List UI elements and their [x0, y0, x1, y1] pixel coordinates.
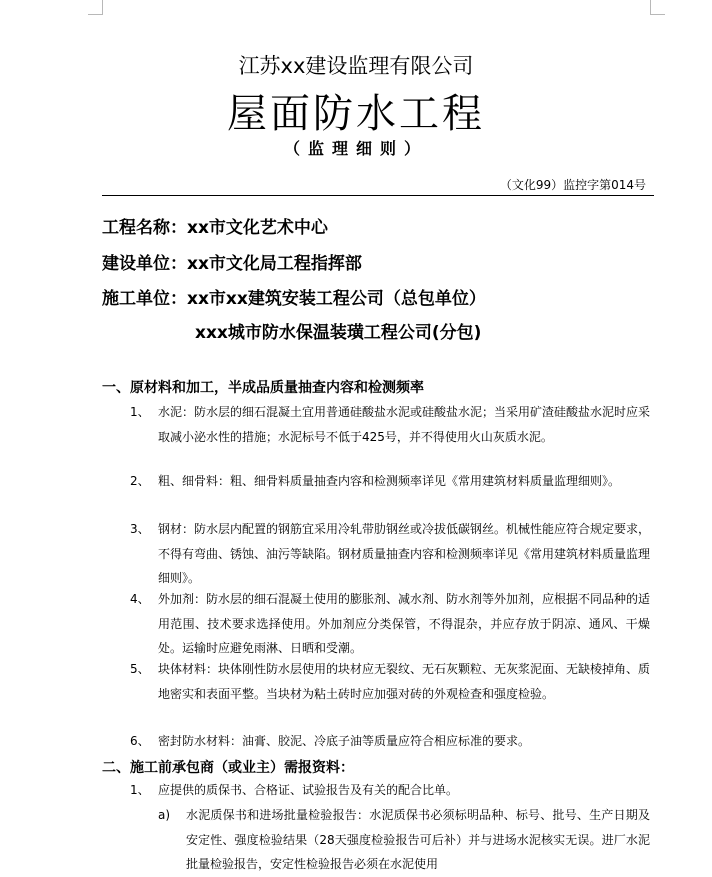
sub-list-item-letter: a) — [158, 808, 171, 822]
contractor-row — [102, 284, 486, 309]
list-item-number: 4、 — [130, 592, 150, 606]
list-item — [130, 469, 650, 494]
project-name-label: 工程名称： — [102, 218, 187, 238]
section-heading: 二、施工前承包商（或业主）需报资料： — [102, 760, 354, 776]
list-item-text: 粗、细骨料：粗、细骨料质量抽查内容和检测频率详见《常用建筑材料质量监理细则》。 — [158, 474, 621, 488]
sub-list-item — [158, 803, 650, 877]
page-corner-mark-right — [650, 0, 665, 15]
list-item — [130, 657, 650, 706]
list-item-number: 3、 — [130, 522, 150, 536]
list-item-text: 应提供的质保书、合格证、试验报告及有关的配合比单。 — [158, 783, 459, 797]
list-item — [130, 729, 650, 754]
list-item — [130, 587, 650, 661]
list-item-number: 1、 — [130, 405, 150, 419]
client-row — [102, 249, 362, 274]
document-subtitle: （监理细则） — [283, 139, 428, 158]
project-name-value: xx市文化艺术中心 — [187, 218, 328, 238]
list-item — [130, 778, 650, 803]
sub-list-item-text: 水泥质保书和进场批量检验报告：水泥质保书必须标明品种、标号、批号、生产日期及安定性、强度检验结果（28天强度检验报告可后补）并与进场水泥核实无误。进厂水泥批量检验报告，安定性检验报告必须在水泥使用 — [186, 808, 650, 871]
list-item-text: 块体材料：块体刚性防水层使用的块材应无裂纹、无石灰颗粒、无灰浆泥面、无缺棱掉角、质地密实和表面平整。当块材为粘土砖时应加强对砖的外观检查和强度检验。 — [158, 662, 651, 701]
list-item-text: 水泥：防水层的细石混凝土宜用普通硅酸盐水泥或硅酸盐水泥；当采用矿渣硅酸盐水泥时应采取减小泌水性的措施；水泥标号不低于425号，并不得使用火山灰质水泥。 — [158, 405, 651, 444]
list-item-text: 钢材：防水层内配置的钢筋宜采用冷轧带肋钢丝或冷拔低碳钢丝。机械性能应符合规定要求，不得有弯曲、锈蚀、油污等缺陷。钢材质量抽查内容和检测频率详见《常用建筑材料质量监理细则》。 — [158, 522, 651, 585]
project-name-row — [102, 213, 328, 238]
subcontractor-value: xxx城市防水保温装璜工程公司(分包) — [195, 323, 482, 343]
client-value: xx市文化局工程指挥部 — [187, 254, 362, 274]
document-number: （文化99）监控字第014号 — [499, 178, 646, 192]
list-item-number: 6、 — [130, 734, 150, 748]
contractor-label: 施工单位： — [102, 289, 187, 309]
header-divider — [102, 195, 654, 196]
company-name: 江苏xx建设监理有限公司 — [238, 54, 474, 78]
page-corner-mark-left — [88, 0, 103, 15]
list-item — [130, 400, 650, 449]
list-item — [130, 517, 650, 591]
list-item-number: 5、 — [130, 662, 150, 676]
contractor-value: xx市xx建筑安装工程公司（总包单位） — [187, 289, 486, 309]
section-heading: 一、原材料和加工，半成品质量抽查内容和检测频率 — [102, 380, 424, 396]
list-item-text: 外加剂：防水层的细石混凝土使用的膨胀剂、减水剂、防水剂等外加剂，应根据不同品种的适用范围、技术要求选择使用。外加剂应分类保管，不得混杂，并应存放于阴凉、通风、干燥处。运输时应避免雨淋、日晒和受潮。 — [158, 592, 651, 655]
client-label: 建设单位： — [102, 254, 187, 274]
list-item-text: 密封防水材料：油膏、胶泥、冷底子油等质量应符合相应标准的要求。 — [158, 734, 531, 748]
list-item-number: 1、 — [130, 783, 150, 797]
list-item-number: 2、 — [130, 474, 150, 488]
document-title: 屋面防水工程 — [227, 91, 485, 137]
subcontractor-row — [195, 318, 481, 343]
